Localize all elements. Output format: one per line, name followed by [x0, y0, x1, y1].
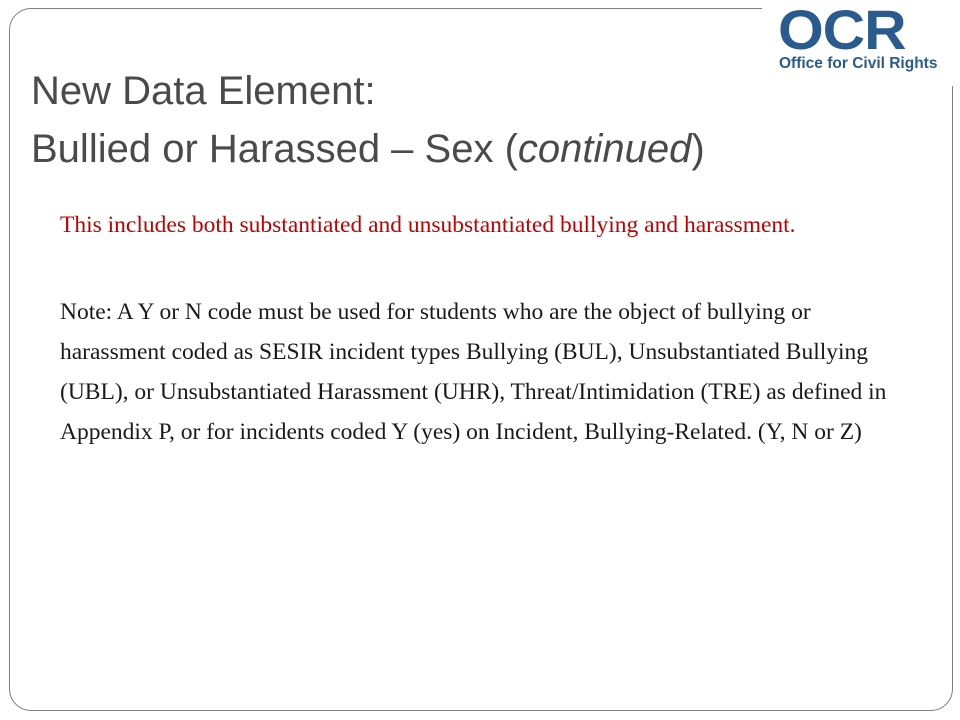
paragraph-note: Note: A Y or N code must be used for students who are the object of bullying or harassment coded as SESIR incident types Bullying (BUL), Unsubstantiated Bullying (UBL), or Unsubstantiated Harassment (UHR), Threat/Intimidation (TRE) as defined in Appendix P, or for incidents coded Y (yes) on Incident, Bullying-Related. (Y, N or Z): [60, 299, 887, 445]
logo-mark: OCR: [778, 0, 906, 61]
title-line-2-suffix: ): [691, 127, 705, 171]
title-line-2: [31, 120, 911, 178]
title-line-2-prefix: Bullied or Harassed – Sex (: [31, 127, 518, 171]
slide-title: [31, 62, 911, 178]
paragraph-highlight: This includes both substantiated and unsubstantiated bullying and harassment.: [60, 212, 796, 238]
slide-body: [60, 205, 900, 452]
logo-subtitle: Office for Civil Rights: [779, 55, 938, 72]
title-line-2-emphasis: continued: [517, 127, 692, 171]
title-line-1: New Data Element:: [31, 69, 376, 113]
